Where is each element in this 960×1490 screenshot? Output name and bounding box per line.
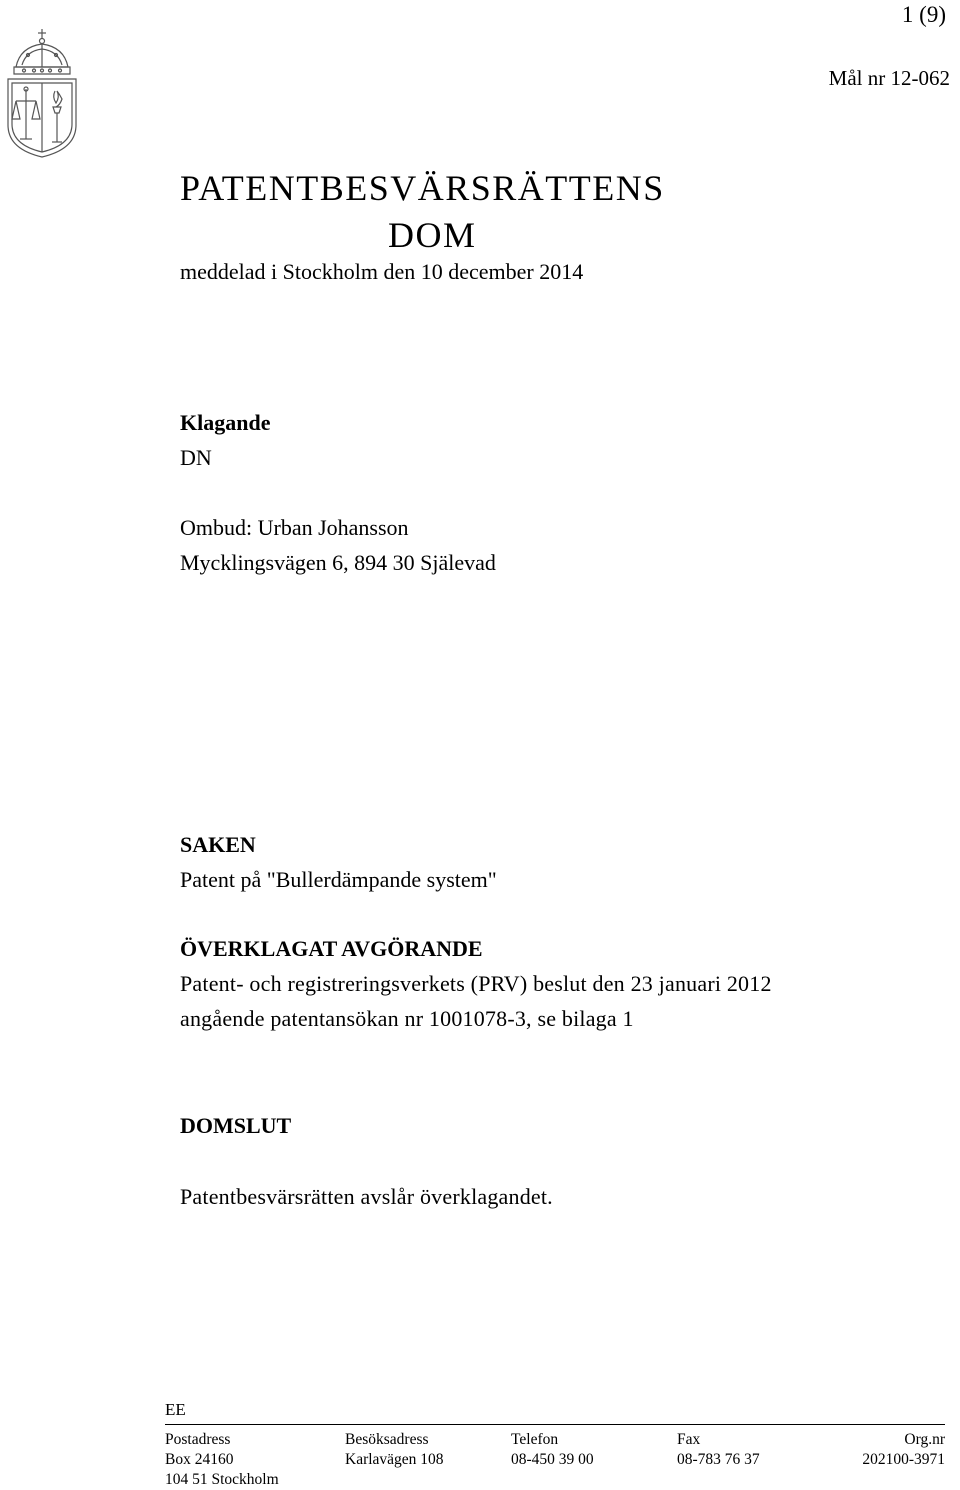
appellant-name: DN xyxy=(180,445,212,470)
footer-divider xyxy=(165,1424,945,1425)
case-number: Mål nr 12-062 xyxy=(828,66,950,90)
appellant-heading: Klagande xyxy=(180,410,271,435)
label-org-number: Org.nr xyxy=(904,1431,945,1448)
title-line-2: DOM xyxy=(388,215,477,256)
label-postal-address: Postadress xyxy=(165,1431,231,1448)
appealed-decision-heading: ÖVERKLAGAT AVGÖRANDE xyxy=(180,936,483,961)
label-visiting-address: Besöksadress xyxy=(345,1431,429,1448)
ruling-text: Patentbesvärsrätten avslår överklagandet. xyxy=(180,1184,553,1209)
footer xyxy=(165,1400,945,1490)
title-line-1: PATENTBESVÄRSRÄTTENS xyxy=(180,168,665,209)
agent-name: Ombud: Urban Johansson xyxy=(180,515,409,540)
page-number: 1 (9) xyxy=(901,2,946,27)
visiting-address: Karlavägen 108 xyxy=(345,1451,444,1468)
clerk-initials: EE xyxy=(165,1400,186,1419)
fax-number: 08-783 76 37 xyxy=(677,1451,760,1468)
org-number: 202100-3971 xyxy=(862,1451,945,1468)
ruling-heading: DOMSLUT xyxy=(180,1113,292,1138)
phone-number: 08-450 39 00 xyxy=(511,1451,594,1468)
postal-box: Box 24160 xyxy=(165,1451,234,1468)
appealed-decision-line-1: Patent- och registreringsverkets (PRV) beslut den 23 januari 2012 xyxy=(180,971,772,996)
appealed-decision-line-2: angående patentansökan nr 1001078-3, se bilaga 1 xyxy=(180,1006,634,1031)
swedish-coat-of-arms-icon xyxy=(0,27,84,159)
contact-table xyxy=(165,1430,945,1490)
document-title xyxy=(180,165,740,259)
label-phone: Telefon xyxy=(511,1431,559,1448)
contact-values-row-2 xyxy=(165,1470,945,1490)
matter-heading: SAKEN xyxy=(180,832,256,857)
issued-date: meddelad i Stockholm den 10 december 2014 xyxy=(180,259,584,284)
label-fax: Fax xyxy=(677,1431,701,1448)
contact-labels-row xyxy=(165,1430,945,1450)
postal-city: 104 51 Stockholm xyxy=(165,1471,279,1488)
agent-address: Mycklingsvägen 6, 894 30 Själevad xyxy=(180,550,496,575)
contact-values-row xyxy=(165,1450,945,1470)
matter-text: Patent på "Bullerdämpande system" xyxy=(180,867,497,892)
